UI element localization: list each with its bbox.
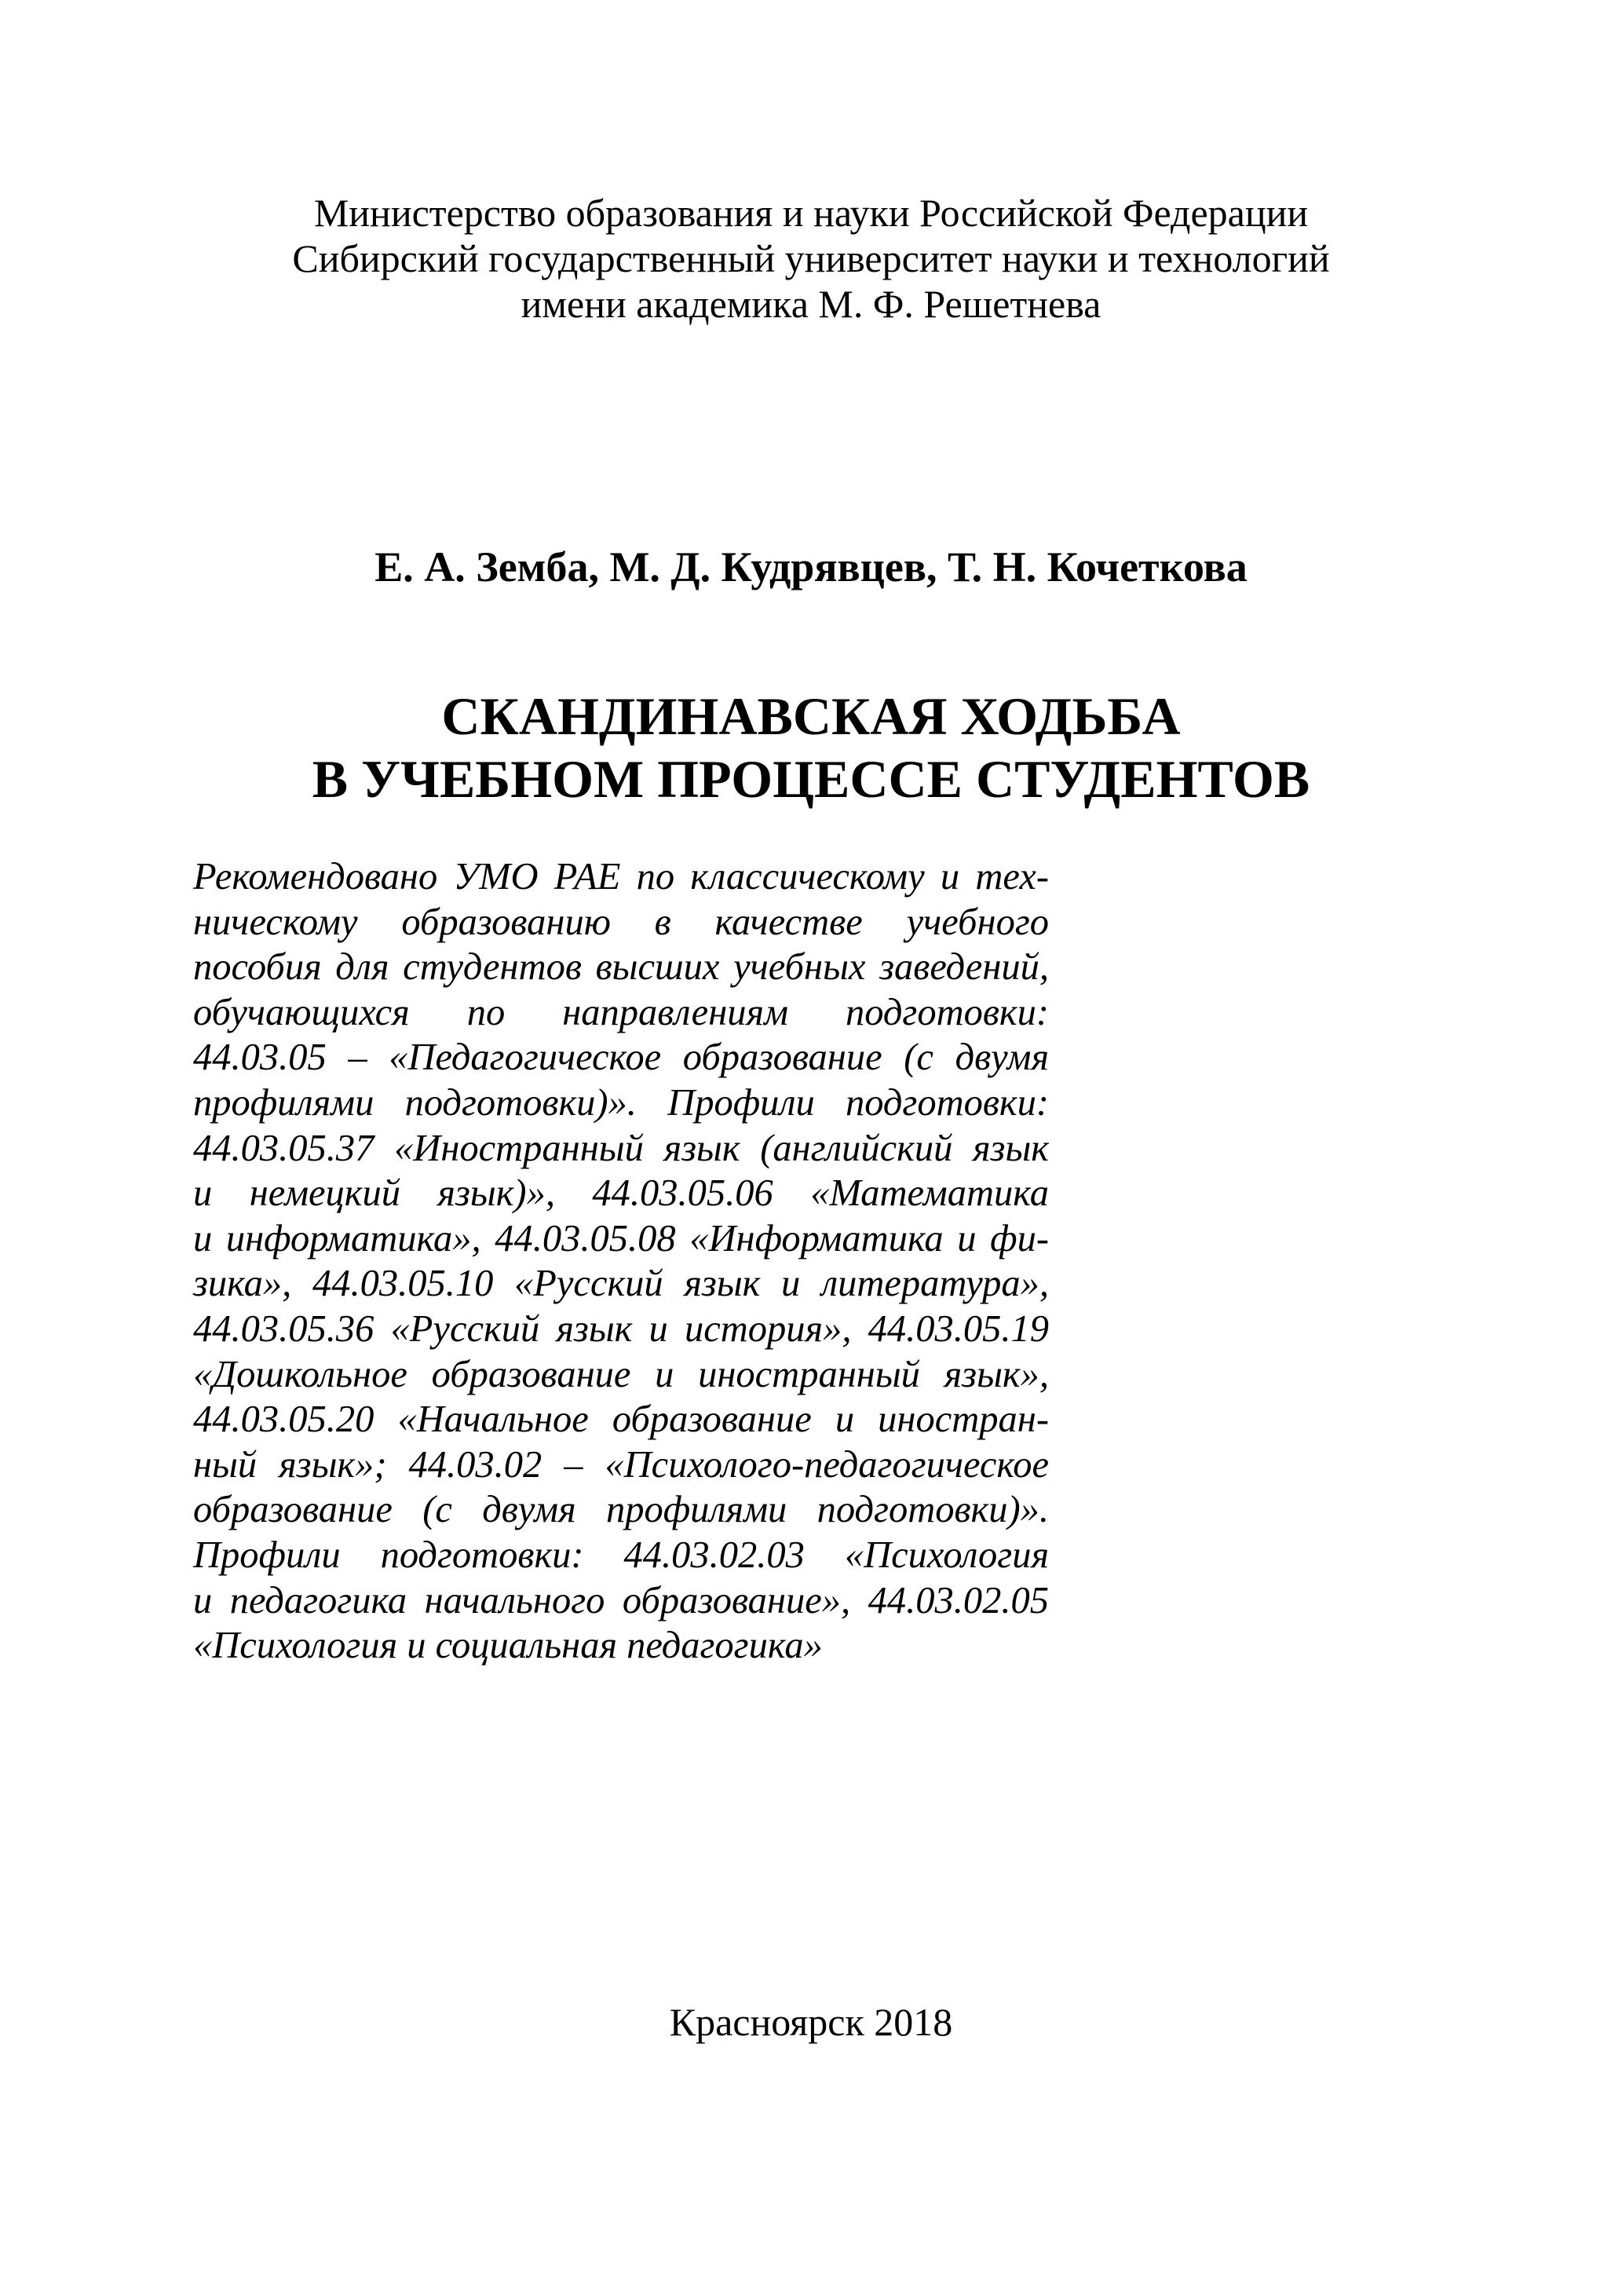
recommendation-line: обучающихся по направлениям подготовки: (193, 991, 1049, 1033)
institution-header (0, 190, 1622, 327)
recommendation-line: «Дошкольное образование и иностранный язык», (193, 1353, 1049, 1395)
recommendation-line: и немецкий язык)», 44.03.05.06 «Математика (193, 1172, 1049, 1215)
recommendation-line: 44.03.05.20 «Начальное образование и иностран- (193, 1398, 1049, 1441)
recommendation-line: и информатика», 44.03.05.08 «Информатика и фи- (193, 1217, 1049, 1260)
recommendation-line: профилями подготовки)». Профили подготовки: (193, 1081, 1049, 1124)
recommendation-line: Рекомендовано УМО РАЕ по классическому и тех- (193, 856, 1049, 898)
recommendation-line: и педагогика начального образование», 44.03.02.05 (193, 1579, 1049, 1621)
recommendation-text (193, 854, 1049, 1669)
authors: Е. А. Земба, М. Д. Кудрявцев, Т. Н. Кочеткова (374, 543, 1248, 590)
recommendation-line: пособия для студентов высших учебных заведений, (193, 946, 1049, 989)
book-title-line-2: В УЧЕБНОМ ПРОЦЕССЕ СТУДЕНТОВ (312, 749, 1310, 809)
city-year: Красноярск 2018 (669, 2000, 953, 2044)
recommendation-line: 44.03.05.37 «Иностранный язык (английский язык (193, 1127, 1049, 1169)
recommendation-line: образование (с двумя профилями подготовки)». (193, 1489, 1049, 1531)
book-title-line-1: СКАНДИНАВСКАЯ ХОДЬБА (441, 686, 1181, 746)
recommendation-line: «Психология и социальная педагогика» (193, 1625, 823, 1667)
recommendation-line: 44.03.05 – «Педагогическое образование (с двумя (193, 1036, 1049, 1079)
recommendation-line: Профили подготовки: 44.03.02.03 «Психология (193, 1534, 1049, 1576)
recommendation-line: зика», 44.03.05.10 «Русский язык и литература», (193, 1263, 1049, 1305)
recommendation-line: 44.03.05.36 «Русский язык и история», 44.03.05.19 (193, 1307, 1049, 1350)
university-name-line: имени академика М. Ф. Решетнева (521, 282, 1101, 326)
book-title (0, 685, 1622, 810)
recommendation-line: ный язык»; 44.03.02 – «Психолого-педагогическое (193, 1443, 1049, 1486)
recommendation-line: ническому образованию в качестве учебного (193, 901, 1049, 943)
ministry-line: Министерство образования и науки Российской Федерации (313, 191, 1309, 235)
university-line: Сибирский государственный университет науки и технологий (292, 236, 1330, 280)
